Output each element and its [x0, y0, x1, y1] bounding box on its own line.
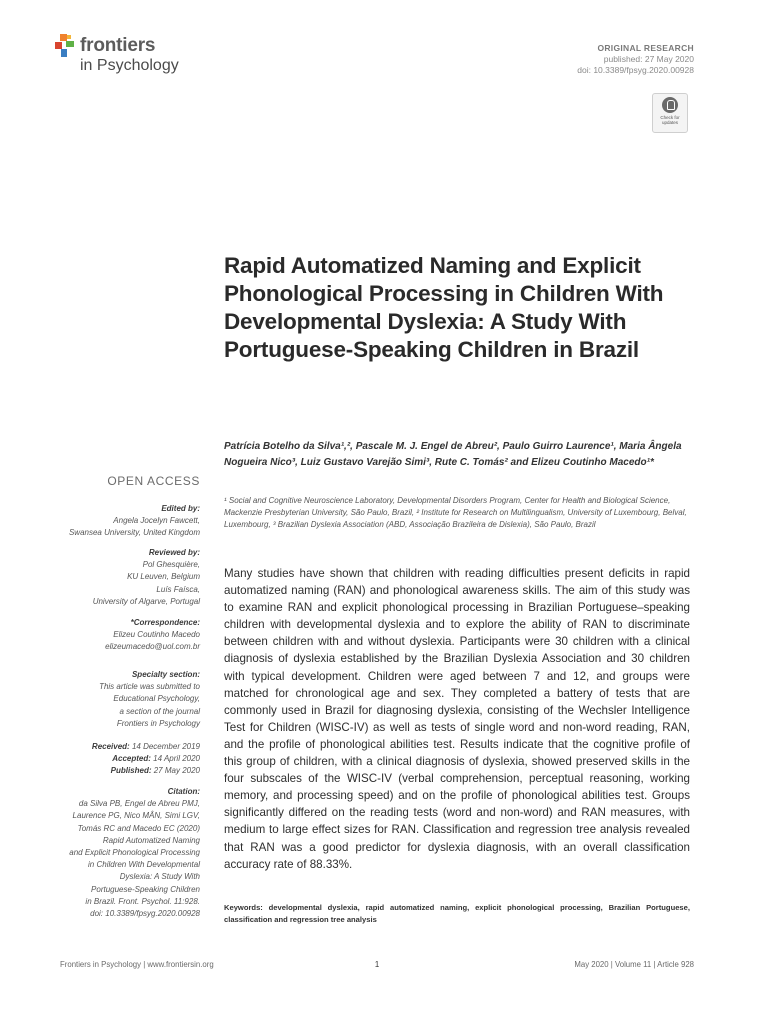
reviewer-affiliation: KU Leuven, Belgium [127, 572, 200, 582]
affiliations: ¹ Social and Cognitive Neuroscience Laboratory, Developmental Disorders Program, Center for Health and Biological Science, Mackenzie Presbyterian University, São Paulo, Brazil, ² Institute for Research on Multilingualism, University of Luxembourg, Belval, Luxembourg, ³ Brazilian Dyslexia Association (ABD, Associação Brazileira de Dislexia), São Paulo, Brazil [224, 496, 687, 529]
citation-line: in Brazil. Front. Psychol. 11:928. [85, 896, 200, 906]
edited-by-heading: Edited by: [161, 504, 200, 513]
editor-name: Angela Jocelyn Fawcett, [113, 516, 200, 526]
keywords: Keywords: developmental dyslexia, rapid automatized naming, explicit phonological processing, Brazilian Portuguese, classification and regression tree analysis [224, 903, 690, 924]
reviewer-affiliation: University of Algarve, Portugal [92, 596, 200, 606]
frontiers-logo-icon [54, 33, 80, 59]
published-date-side: Published: 27 May 2020 [110, 766, 200, 776]
open-access-label: OPEN ACCESS [107, 474, 200, 488]
logo-journal-name: in Psychology [80, 57, 179, 74]
accepted-date: Accepted: 14 April 2020 [112, 754, 200, 764]
specialty-line: Educational Psychology, [113, 694, 200, 704]
correspondence-section [0, 617, 200, 654]
article-type: ORIGINAL RESEARCH [597, 43, 694, 53]
citation-line: and Explicit Phonological Processing [69, 848, 200, 858]
article-title: Rapid Automatized Naming and Explicit Phonological Processing in Children With Developmental Dyslexia: A Study With Portuguese-Speaking Children in Brazil [224, 253, 664, 362]
reviewer-name: Luís Faísca, [156, 584, 200, 594]
citation-line: Dyslexia: A Study With [119, 872, 200, 882]
received-date: Received: 14 December 2019 [91, 742, 200, 751]
correspondence-email-link[interactable]: elizeumacedo@uol.com.br [105, 642, 200, 652]
correspondence-name: Elizeu Coutinho Macedo [113, 630, 200, 640]
abstract: Many studies have shown that children with reading difficulties present deficits in rapid automatized naming (RAN) and phonological awareness skills. The aim of this study was to examine RAN and explicit phonological processing in Brazilian Portuguese–speaking children with developmental dyslexia and to explore the ability of RAN to discriminate between children with and without dyslexia. Participants were 30 children with a clinical diagnosis of dyslexia established by the Brazilian Dyslexia Association and 30 children with typical development. Children were aged between 7 and 12, and groups were matched for chronological age and sex. They completed a battery of tests that are commonly used in Brazil for diagnosing dyslexia, consisting of the Wechsler Intelligence Test for Children (WISC-IV) as well as tests of single word and non-word reading, RAN, and the profile of phonological abilities test. Results indicate that the cognitive profile of this group of children, with a clinical diagnosis of dyslexia, showed preserved skills in the four subscales of the WISC-IV (verbal comprehension, perceptual reasoning, working memory, and processing speed) and on the profile of phonological abilities test. Groups significantly differed on the reading tests (word and non-word) and RAN measures, with medium to large effect sizes for RAN. Classification and regression tree analysis revealed that RAN was a good predictor for dyslexia diagnosis, with an overall classification accuracy rate of 88.33%. [224, 567, 690, 871]
specialty-heading: Specialty section: [131, 670, 200, 679]
reviewer-name: Pol Ghesquière, [142, 560, 200, 570]
journal-logo[interactable] [54, 33, 214, 83]
citation-line: Rapid Automatized Naming [102, 835, 200, 845]
footer-volume-info: May 2020 | Volume 11 | Article 928 [574, 960, 694, 969]
editor-affiliation: Swansea University, United Kingdom [68, 528, 200, 538]
citation-section [0, 786, 200, 920]
citation-line: da Silva PB, Engel de Abreu PMJ, [78, 799, 200, 809]
citation-line: Portuguese-Speaking Children [91, 884, 200, 894]
edited-by-section [0, 503, 200, 540]
specialty-line: This article was submitted to [99, 682, 200, 692]
check-for-updates-icon [662, 97, 678, 113]
article-meta [434, 43, 694, 76]
logo-wordmark: frontiers [80, 35, 156, 56]
footer-journal-link[interactable]: Frontiers in Psychology | www.frontiersin.org [60, 960, 214, 969]
check-for-updates-button[interactable] [652, 93, 688, 133]
specialty-line: Frontiers in Psychology [116, 718, 200, 728]
citation-line: Laurence PG, Nico MÂN, Simi LGV, [72, 811, 200, 821]
specialty-section [0, 669, 200, 730]
citation-line: in Children With Developmental [88, 860, 200, 870]
dates-section [0, 741, 200, 778]
page-number: 1 [374, 960, 380, 969]
check-for-updates-label: Check for updates [660, 115, 680, 125]
published-date: published: 27 May 2020 [603, 54, 694, 64]
doi[interactable]: doi: 10.3389/fpsyg.2020.00928 [577, 65, 694, 75]
reviewed-by-section [0, 547, 200, 608]
citation-heading: Citation: [167, 787, 200, 796]
specialty-line: a section of the journal [119, 706, 200, 716]
author-list: Patrícia Botelho da Silva¹,², Pascale M. J. Engel de Abreu², Paulo Guirro Laurence¹, Maria Ângela Nogueira Nico³, Luiz Gustavo Varejão Simi³, Rute C. Tomás² and Elizeu Coutinho Macedo¹* [224, 441, 682, 468]
reviewed-by-heading: Reviewed by: [148, 548, 200, 557]
citation-doi-link[interactable]: doi: 10.3389/fpsyg.2020.00928 [90, 909, 200, 919]
citation-line: Tomás RC and Macedo EC (2020) [77, 823, 200, 833]
correspondence-heading: *Correspondence: [130, 618, 200, 627]
